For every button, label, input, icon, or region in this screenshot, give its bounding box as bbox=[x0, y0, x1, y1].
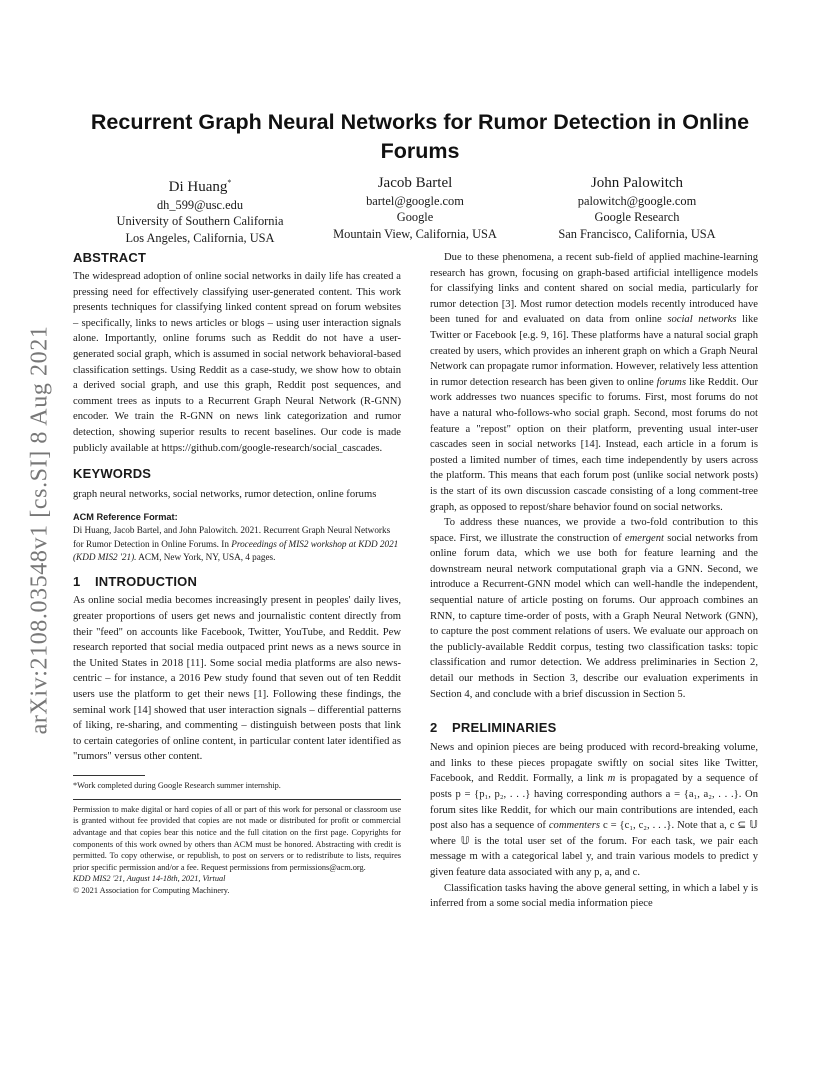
author-email: palowitch@google.com bbox=[577, 194, 697, 208]
acm-reference-prefix: Di Huang, Jacob Bartel, and John Palowitch. 2021. Recurrent Graph Neural Networks for Rumor Detection in Online Forums. In bbox=[73, 525, 391, 549]
author-email: bartel@google.com bbox=[366, 194, 464, 208]
author-block-2 bbox=[295, 173, 535, 242]
author-block-3 bbox=[517, 173, 757, 242]
left-column bbox=[73, 250, 401, 897]
author-name: Di Huang* bbox=[168, 178, 232, 195]
author-email: dh_599@usc.edu bbox=[156, 198, 244, 212]
acm-reference-format bbox=[73, 511, 401, 565]
author-affiliation: Google Research bbox=[594, 210, 680, 225]
author-block-1 bbox=[80, 173, 320, 246]
keywords-heading: KEYWORDS bbox=[73, 466, 152, 482]
paragraph: Classification tasks having the above general setting, in which a label y is inferred from a some social media information piece bbox=[430, 882, 758, 910]
introduction-text: As online social media becomes increasingly present in peoples' daily lives, greater proportions of users get news and journalistic content directly from their "feed" on accounts like Facebook, Twitter, YouTube, and Reddit. Pew research reported that social media outpaced print news as a news source in the United States in 2018 [11]. Some social media platforms are also news-centric – for instance, a 2016 Pew study found that seven out of ten Reddit users use the platform to get their news [1]. Following these findings, the seminal work [14] showed that user interaction signals – differential patterns of liking, re-sharing, and commenting – distinguish between posts that link to certain categories of online content, in particular content later identified as "rumors" versus other content. bbox=[73, 595, 401, 763]
author-name: Jacob Bartel bbox=[377, 175, 453, 191]
keywords-text: graph neural networks, social networks, rumor detection, online forums bbox=[73, 489, 377, 501]
footnote: *Work completed during Google Research summer internship. bbox=[73, 780, 281, 790]
permission-notice bbox=[73, 804, 401, 897]
author-location: San Francisco, California, USA bbox=[558, 226, 716, 241]
acm-reference-venue: Proceedings of MIS2 workshop at KDD 2021 (KDD MIS2 '21). bbox=[73, 538, 399, 562]
abstract-heading: ABSTRACT bbox=[73, 250, 147, 265]
author-location: Los Angeles, California, USA bbox=[125, 230, 275, 245]
arxiv-identifier bbox=[20, 300, 60, 760]
acm-reference-heading: ACM Reference Format: bbox=[73, 511, 178, 522]
author-affiliation: Google bbox=[396, 210, 434, 225]
permission-divider bbox=[73, 799, 401, 800]
paragraph: Due to these phenomena, a recent sub-field of applied machine-learning research has grown, focusing on graph-based artificial intelligence models for classifying links and content shared on social media, particularly for rumor detection [3]. Most rumor detection models recently introduced have been tuned for and evaluated on data from online social networks like Twitter or Facebook [e.g. 9, 16]. These platforms have a natural social graph created by users, which provides an inherent graph on which a Graph Neural Network can propagate rumor information. However, relatively less attention in rumor detection research has been given to online forums like Reddit. Our work addresses two nuances specific to forums. First, most forums do not have a natural who-follows-who social graph. Second, most forums do not feature a "repost" option on their platform, preventing usual inter-user cascades seen in social networks [14]. Instead, each article in a forum is posted a limited number of times, each time independently by users across the platform. This means that each forum post (unlike social network posts) is the start of its own discussion cascade consisting of a long comment-tree graph, as opposed to repost/share behavior found on social networks. bbox=[430, 252, 759, 513]
permission-text: Permission to make digital or hard copies of all or part of this work for personal or classroom use is granted without fee provided that copies are not made or distributed for profit or commercial advantage and that copies bear this notice and the full citation on the first page. Copyrights for components of this work owned by others than ACM must be honored. Abstracting with credit is permitted. To copy otherwise, or republish, to post on servers or to redistribute to lists, requires prior specific permission and/or a fee. Request permissions from permissions@acm.org. bbox=[73, 804, 401, 872]
arxiv-id-text: arXiv:2108.03548v1 [cs.SI] 8 Aug 2021 bbox=[26, 325, 53, 735]
author-affiliation: University of Southern California bbox=[116, 214, 284, 229]
acm-reference-suffix: ACM, New York, NY, USA, 4 pages. bbox=[136, 551, 276, 562]
footnote-divider bbox=[73, 775, 145, 776]
author-name: John Palowitch bbox=[590, 175, 684, 191]
paper-title: Recurrent Graph Neural Networks for Rumor Detection in Online Forums bbox=[90, 110, 750, 163]
right-column bbox=[430, 250, 758, 912]
section-heading-introduction: 1 INTRODUCTION bbox=[73, 574, 198, 590]
author-location: Mountain View, California, USA bbox=[333, 226, 497, 241]
copyright-notice: © 2021 Association for Computing Machinery. bbox=[73, 886, 230, 896]
permission-venue: KDD MIS2 '21, August 14-18th, 2021, Virtual bbox=[73, 874, 226, 884]
section-heading-preliminaries: 2 PRELIMINARIES bbox=[430, 720, 557, 736]
abstract-text: The widespread adoption of online social networks in daily life has created a pressing need for effectively classifying user-generated content. This work presents techniques for classifying linked content spread on forum websites – specifically, links to news articles or blogs – using user interaction signals alone. Importantly, online forums such as Reddit do not have a user-generated social graph, which is assumed in social network behavioral-based classification settings. Using Reddit as a case-study, we show how to obtain a derived social graph, and use this graph, Reddit post sequences, and comment trees as inputs to a Recurrent Graph Neural Network (R-GNN) encoder. We train the R-GNN on news link categorization and rumor detection, showing superior results to recent baselines. Our code is made publicly available at https://github.com/google-research/social_cascades. bbox=[73, 271, 401, 454]
paragraph: To address these nuances, we provide a two-fold contribution to this space. First, we illustrate the construction of emergent social networks from online forum data, which we use both for feature learning and the downstream neural network computational graph via a GNN. Second, we introduce a Recurrent-GNN model which can well-handle the independent, sequential nature of article posting on forums. Our approach combines an RNN, to capture time-order of posts, with a Graph Neural Network (GNN), to capture the post comment relations of users. We evaluate our approach on the publicly-available Reddit corpus, testing two classification tasks: topic classification and rumor detection. We address preliminaries in Section 2, detail our methods in Section 3, describe our evaluation experiments in Section 4, and conclude with a brief discussion in Section 5. bbox=[430, 517, 758, 700]
paragraph: News and opinion pieces are being produced with record-breaking volume, and links to these pieces propagate swiftly on social sites like Twitter, Facebook, and Reddit. Formally, a link m is propagated by a sequence of posts p = {p₁, p₂, . . .} having corresponding authors a = {a₁, a₂, . . .}. On forum sites like Reddit, for which our main contributions are intended, each post also has a sequence of commenters c = {c₁, c₂, . . .}. Note that a, c ⊆ 𝕌 where 𝕌 is the total user set of the forum. For each task, we pair each message m with a categorical label y, and train various models to predict y given feature data associated with any p, a, and c. bbox=[430, 742, 758, 878]
